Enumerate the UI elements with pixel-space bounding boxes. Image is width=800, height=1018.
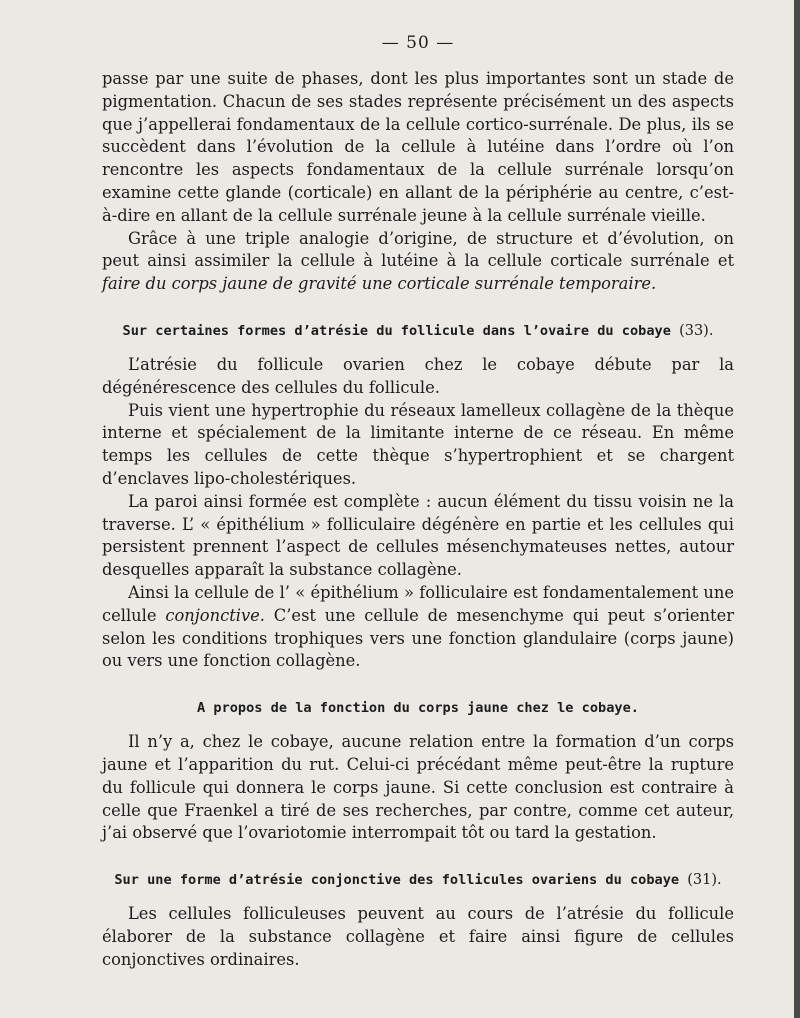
paragraph-atresie-4-end: C’est une cellule de mesenchyme qui peut s’orienter selon les conditions trophiques vers une fonction glandulaire (corps jaune) ou vers une fonction collagène. [102,605,735,671]
section-heading-fonction: A propos de la fonction du corps jaune chez le cobaye. [197,700,639,717]
page-number: — 50 — [381,33,455,53]
paragraph-atresie-2: Puis vient une hypertrophie du réseaux lamelleux collagène de la thèque interne et spécialement de la limitante interne de ce réseau. En même temps les cellules de cette thèque s’hypertrophient et se chargent d’enclaves lipo-cholestériques. [102,400,734,488]
paragraph-conclusion-italic: faire du corps jaune de gravité une corticale surrénale temporaire. [102,274,657,294]
section-heading-atresie-conjonctive [102,869,734,891]
paragraph-intro: passe par une suite de phases, dont les plus importantes sont un stade de pigmentation. Chacun de ses stades représente précisément un des aspects que j’appellerai fondamentaux de la cellule cortico-surrénale. De plus, ils se succèdent dans l’évolution de la cellule à lutéine dans l’ordre où l’on rencontre les aspects fondamentaux de la cellule surrénale lorsqu’on examine cette glande (corticale) en allant de la périphérie au centre, c’est-à-dire en allant de la cellule surrénale jeune à la cellule surrénale vieille. [102,69,734,225]
section-heading-atresie-ref: (33). [679,322,714,339]
paragraph-conclusion [102,228,734,296]
paragraph-atresie-3: La paroi ainsi formée est complète : aucun élément du tissu voisin ne la traverse. L’ « épithélium » folliculaire dégénère en partie et les cellules qui persistent prennent l’aspect de cellules mésenchymateuses nettes, autour desquelles apparaît la substance collagène. [102,491,734,580]
page-content [102,32,734,972]
section-heading-atresie [102,320,734,342]
paragraph-atresie-4-italic: conjonctive. [165,605,265,625]
section-heading-atresie-title: Sur certaines formes d’atrésie du follicule dans l’ovaire du cobaye [122,322,671,339]
section-heading-atresie-conjonctive-title: Sur une forme d’atrésie conjonctive des follicules ovariens du cobaye [114,872,680,889]
paragraph-atresie-1: L’atrésie du follicule ovarien chez le cobaye débute par la dégénérescence des cellules du follicule. [102,354,734,397]
scan-edge-shadow [794,0,800,1018]
paragraph-conclusion-text: Grâce à une triple analogie d’origine, de structure et d’évolution, on peut ainsi assimiler la cellule à lutéine à la cellule corticale surrénale et [102,228,734,271]
paragraph-atresie-4 [102,582,734,673]
paragraph-fonction: Il n’y a, chez le cobaye, aucune relation entre la formation d’un corps jaune et l’apparition du rut. Celui-ci précédant même peut-être la rupture du follicule qui donnera le corps jaune. Si cette conclusion est contraire à celle que Fraenkel a tiré de ses recherches, par contre, comme cet auteur, j’ai observé que l’ovariotomie interrompait tôt ou tard la gestation. [102,732,734,843]
paragraph-atresie-conjonctive: Les cellules folliculeuses peuvent au cours de l’atrésie du follicule élaborer de la substance collagène et faire ainsi figure de cellules conjonctives ordinaires. [102,904,734,969]
section-heading-atresie-conjonctive-ref: (31). [687,872,722,889]
paragraph-atresie-4-text: Ainsi la cellule de l’ « épithélium » folliculaire est fondamentalement une cellule [102,582,734,625]
